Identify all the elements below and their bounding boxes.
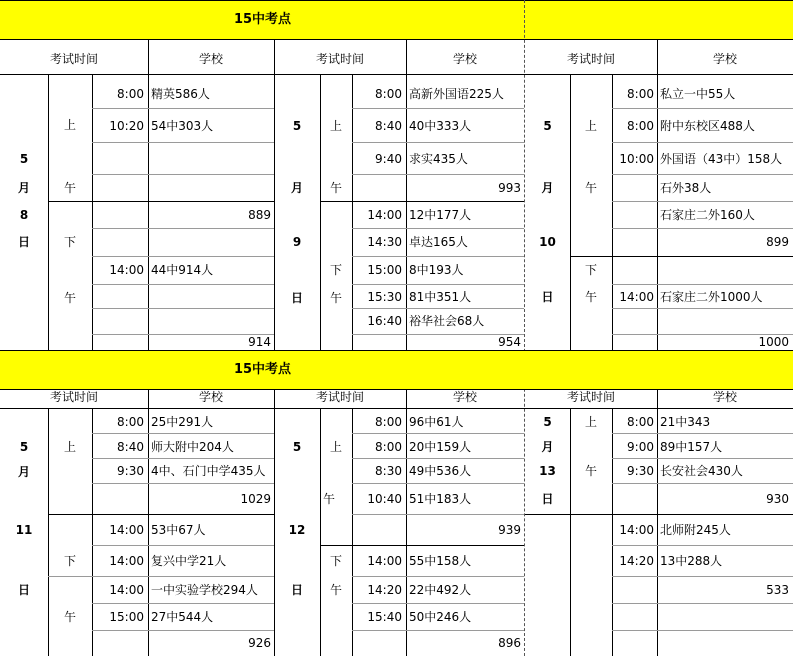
block1-col3-time: 10:00 <box>619 152 654 166</box>
block2-hline <box>612 603 793 604</box>
block2-col2-school: 50中246人 <box>409 610 472 624</box>
block1-col3-ampm-char: 午 <box>584 290 597 304</box>
block1-col1-date-char: 5 <box>19 152 29 166</box>
block1-hline <box>320 201 524 202</box>
block2-col2-ampm-char: 下 <box>329 554 342 568</box>
block2-col3-date-char: 13 <box>539 464 556 478</box>
block2-col2-date-char: 12 <box>288 523 306 537</box>
block2-vline <box>406 390 407 656</box>
block2-col2-school: 51中183人 <box>409 492 472 506</box>
block2-col2-header-time: 考试时间 <box>315 390 364 404</box>
block1-hline <box>48 201 274 202</box>
block1-hline <box>92 142 274 143</box>
block1-col1-time: 14:00 <box>109 263 144 277</box>
block2-col2-school: 96中61人 <box>409 415 464 429</box>
block2-col2-date-char: 日 <box>290 583 303 597</box>
block2-col1-header-school: 学校 <box>198 390 223 404</box>
block2-hline <box>92 545 274 546</box>
block2-col1-time: 8:00 <box>117 415 144 429</box>
block2-vline <box>148 390 149 656</box>
block1-col2-school: 81中351人 <box>409 290 472 304</box>
block1-col1-ampm-char: 午 <box>63 181 76 195</box>
block1-col2-date-char: 日 <box>290 291 303 305</box>
block1-title-band <box>0 0 793 40</box>
block2-col3-date-char: 5 <box>543 415 552 429</box>
block1-col3-time: 14:00 <box>619 290 654 304</box>
block1-col3-header-time: 考试时间 <box>566 52 615 66</box>
block2-col2-ampm-char: 上 <box>329 440 342 454</box>
block2-col3-date-char: 月 <box>541 440 554 454</box>
block2-hline <box>320 545 524 546</box>
block2-hline <box>352 458 524 459</box>
block1-col1-total: 914 <box>248 335 271 349</box>
block1-col1-ampm-char: 午 <box>63 291 76 305</box>
block1-col3-total: 899 <box>766 235 789 249</box>
block2-col1-ampm-char: 午 <box>63 610 76 624</box>
block2-hline <box>352 576 524 577</box>
block2-col2-time: 8:30 <box>375 464 402 478</box>
block1-col2-school: 裕华社会68人 <box>409 314 485 328</box>
block1-hline <box>352 108 524 109</box>
block1-col3-ampm-char: 下 <box>584 263 597 277</box>
block2-col3-school: 89中157人 <box>660 440 723 454</box>
block1-hline <box>352 284 524 285</box>
block1-vline <box>657 40 658 350</box>
block1-col3-time: 8:00 <box>627 119 654 133</box>
block2-col1-date-char: 11 <box>15 523 33 537</box>
block1-hline <box>92 228 274 229</box>
block2-hline <box>612 576 793 577</box>
block2-col2-date-char: 5 <box>292 440 302 454</box>
block1-hline <box>92 256 274 257</box>
block2-hline <box>612 433 793 434</box>
block2-col1-school: 师大附中204人 <box>151 440 234 454</box>
block1-col3-date-char: 月 <box>541 181 554 195</box>
block1-col2-time: 9:40 <box>375 152 402 166</box>
block2-title: 15中考点 <box>233 362 292 377</box>
block2-hline <box>352 433 524 434</box>
block1-col2-ampm-char: 上 <box>329 119 342 133</box>
block1-vline <box>406 40 407 350</box>
block1-col2-time: 15:00 <box>367 263 402 277</box>
block2-col1-school: 一中实验学校294人 <box>151 583 258 597</box>
block1-hline <box>92 308 274 309</box>
block2-col3-time: 8:00 <box>627 415 654 429</box>
block1-col2-time: 14:00 <box>367 208 402 222</box>
block1-col1-date-char: 8 <box>19 208 29 222</box>
block1-col2-total: 993 <box>498 181 521 195</box>
block1-hline <box>612 284 793 285</box>
block1-header-bottom <box>0 74 793 75</box>
block1-hline <box>570 256 793 257</box>
block2-hline <box>48 576 274 577</box>
block2-col1-school: 25中291人 <box>151 415 214 429</box>
block1-col3-ampm-char: 午 <box>584 181 597 195</box>
block1-col2-ampm-char: 午 <box>329 181 342 195</box>
block1-col1-ampm-char: 下 <box>63 235 76 249</box>
block2-col1-date-char: 日 <box>17 583 30 597</box>
block1-col3-time: 8:00 <box>627 87 654 101</box>
block1-col3-date-char: 日 <box>541 290 554 304</box>
block2-hline <box>612 630 793 631</box>
block2-col1-ampm-char: 下 <box>63 554 76 568</box>
block1-col3-school: 外国语（43中）158人 <box>660 152 783 166</box>
block2-col2-total: 939 <box>498 523 521 537</box>
block1-hline <box>92 284 274 285</box>
block1-hline <box>612 174 793 175</box>
block1-col1-date-char: 月 <box>17 181 30 195</box>
block1-col2-school: 8中193人 <box>409 263 464 277</box>
block1-hline <box>612 228 793 229</box>
block1-col2-time: 8:40 <box>375 119 402 133</box>
block2-hline <box>352 514 524 515</box>
block2-col3-school: 21中343 <box>660 415 711 429</box>
block2-header-bottom <box>0 408 793 409</box>
block2-col3-ampm-char: 午 <box>584 464 597 478</box>
block1-col1-time: 8:00 <box>117 87 144 101</box>
block2-col1-time: 14:00 <box>109 523 144 537</box>
block2-col2-time: 8:00 <box>375 415 402 429</box>
block2-col2-total: 896 <box>498 636 521 650</box>
block2-col1-date-char: 5 <box>19 440 29 454</box>
block2-hline <box>612 458 793 459</box>
block1-col2-ampm-char: 下 <box>329 263 342 277</box>
block1-col3-header-school: 学校 <box>712 52 737 66</box>
block2-hline <box>92 630 274 631</box>
block2-col2-school: 55中158人 <box>409 554 472 568</box>
block2-col3-time: 14:00 <box>619 523 654 537</box>
block2-col2-ampm-char: 午 <box>322 492 335 506</box>
block1-col2-school: 高新外国语225人 <box>409 87 504 101</box>
block1-col1-header-school: 学校 <box>198 52 223 66</box>
block1-col1-ampm-char: 上 <box>63 118 76 132</box>
block1-vline <box>148 40 149 350</box>
block1-col3-ampm-char: 上 <box>584 119 597 133</box>
block1-hline <box>352 142 524 143</box>
block2-hline <box>92 603 274 604</box>
block2-col2-school: 22中492人 <box>409 583 472 597</box>
block2-col1-school: 4中、石门中学435人 <box>151 464 266 478</box>
block1-col2-time: 8:00 <box>375 87 402 101</box>
block2-col1-school: 复兴中学21人 <box>151 554 227 568</box>
block1-col1-time: 10:20 <box>109 119 144 133</box>
block1-col2-school: 12中177人 <box>409 208 472 222</box>
block2-col2-time: 14:20 <box>367 583 402 597</box>
block1-hline <box>612 108 793 109</box>
block1-col2-ampm-char: 午 <box>329 291 342 305</box>
block2-col3-header-school: 学校 <box>712 390 737 404</box>
block2-col3-time: 9:00 <box>627 440 654 454</box>
block2-vline <box>570 408 571 656</box>
block1-col3-school: 石家庄二外1000人 <box>660 290 763 304</box>
block2-col1-school: 53中67人 <box>151 523 206 537</box>
block1-hline <box>92 108 274 109</box>
block1-col3-school: 私立一中55人 <box>660 87 736 101</box>
page-break-line <box>524 0 525 656</box>
block2-title-band <box>0 350 793 390</box>
block1-col2-school: 卓达165人 <box>409 235 468 249</box>
block1-col3-school: 石家庄二外160人 <box>660 208 755 222</box>
block2-col1-ampm-char: 上 <box>63 440 76 454</box>
block2-col3-school: 北师附245人 <box>660 523 731 537</box>
block1-hline <box>352 174 524 175</box>
block1-col2-header-time: 考试时间 <box>315 52 364 66</box>
block2-col2-ampm-char: 午 <box>329 583 342 597</box>
block2-col3-total: 533 <box>766 583 789 597</box>
block1-hline <box>612 142 793 143</box>
block1-col2-date-char: 5 <box>292 119 302 133</box>
block2-col3-date-char: 日 <box>541 492 554 506</box>
block2-hline <box>352 630 524 631</box>
block1-col3-total: 1000 <box>758 335 789 349</box>
block1-col2-date-char: 9 <box>292 235 302 249</box>
block2-hline <box>612 483 793 484</box>
block2-col1-time: 8:40 <box>117 440 144 454</box>
block2-col1-total: 1029 <box>240 492 271 506</box>
block1-hline <box>352 256 524 257</box>
block2-col2-school: 49中536人 <box>409 464 472 478</box>
block2-hline <box>92 458 274 459</box>
block2-col1-date-char: 月 <box>17 465 30 479</box>
block2-hline <box>352 483 524 484</box>
block1-col1-school: 精英586人 <box>151 87 210 101</box>
block2-col2-time: 14:00 <box>367 554 402 568</box>
block2-col2-time: 15:40 <box>367 610 402 624</box>
block2-col1-time: 9:30 <box>117 464 144 478</box>
block2-col2-header-school: 学校 <box>452 390 477 404</box>
block1-col1-school: 54中303人 <box>151 119 214 133</box>
block1-col2-total: 954 <box>498 335 521 349</box>
block2-col3-ampm-char: 上 <box>584 415 597 429</box>
block1-hline <box>92 174 274 175</box>
block2-col3-total: 930 <box>766 492 789 506</box>
block2-hline <box>48 514 274 515</box>
block1-hline <box>612 308 793 309</box>
block2-col1-header-time: 考试时间 <box>49 390 98 404</box>
block1-col2-time: 14:30 <box>367 235 402 249</box>
block2-hline <box>525 514 793 515</box>
block1-title: 15中考点 <box>233 12 292 27</box>
block2-hline <box>612 545 793 546</box>
block1-col1-total: 889 <box>248 208 271 222</box>
block2-col2-school: 20中159人 <box>409 440 472 454</box>
block1-hline <box>612 201 793 202</box>
block2-col3-school: 长安社会430人 <box>660 464 743 478</box>
block1-col2-school: 求实435人 <box>409 152 468 166</box>
block1-col3-date-char: 5 <box>543 119 552 133</box>
block2-col1-total: 926 <box>248 636 271 650</box>
block2-col3-time: 9:30 <box>627 464 654 478</box>
block1-col2-header-school: 学校 <box>452 52 477 66</box>
block2-col1-time: 15:00 <box>109 610 144 624</box>
block2-col3-school: 13中288人 <box>660 554 723 568</box>
block1-col2-school: 40中333人 <box>409 119 472 133</box>
block1-col1-school: 44中914人 <box>151 263 214 277</box>
block2-vline <box>657 390 658 656</box>
block2-col2-time: 10:40 <box>367 492 402 506</box>
block2-hline <box>92 483 274 484</box>
block2-col3-time: 14:20 <box>619 554 654 568</box>
block1-col1-header-time: 考试时间 <box>49 52 98 66</box>
block1-hline <box>352 308 524 309</box>
block2-col1-time: 14:00 <box>109 583 144 597</box>
block2-col1-time: 14:00 <box>109 554 144 568</box>
block2-col1-school: 27中544人 <box>151 610 214 624</box>
block1-col3-date-char: 10 <box>539 235 556 249</box>
block2-col2-time: 8:00 <box>375 440 402 454</box>
block1-col3-school: 附中东校区488人 <box>660 119 755 133</box>
block1-col3-school: 石外38人 <box>660 181 712 195</box>
block1-col2-time: 16:40 <box>367 314 402 328</box>
block1-col2-time: 15:30 <box>367 290 402 304</box>
block2-col3-header-time: 考试时间 <box>566 390 615 404</box>
block2-hline <box>352 603 524 604</box>
block1-col1-date-char: 日 <box>17 235 30 249</box>
block1-col2-date-char: 月 <box>290 181 303 195</box>
block2-hline <box>92 433 274 434</box>
block1-hline <box>352 228 524 229</box>
